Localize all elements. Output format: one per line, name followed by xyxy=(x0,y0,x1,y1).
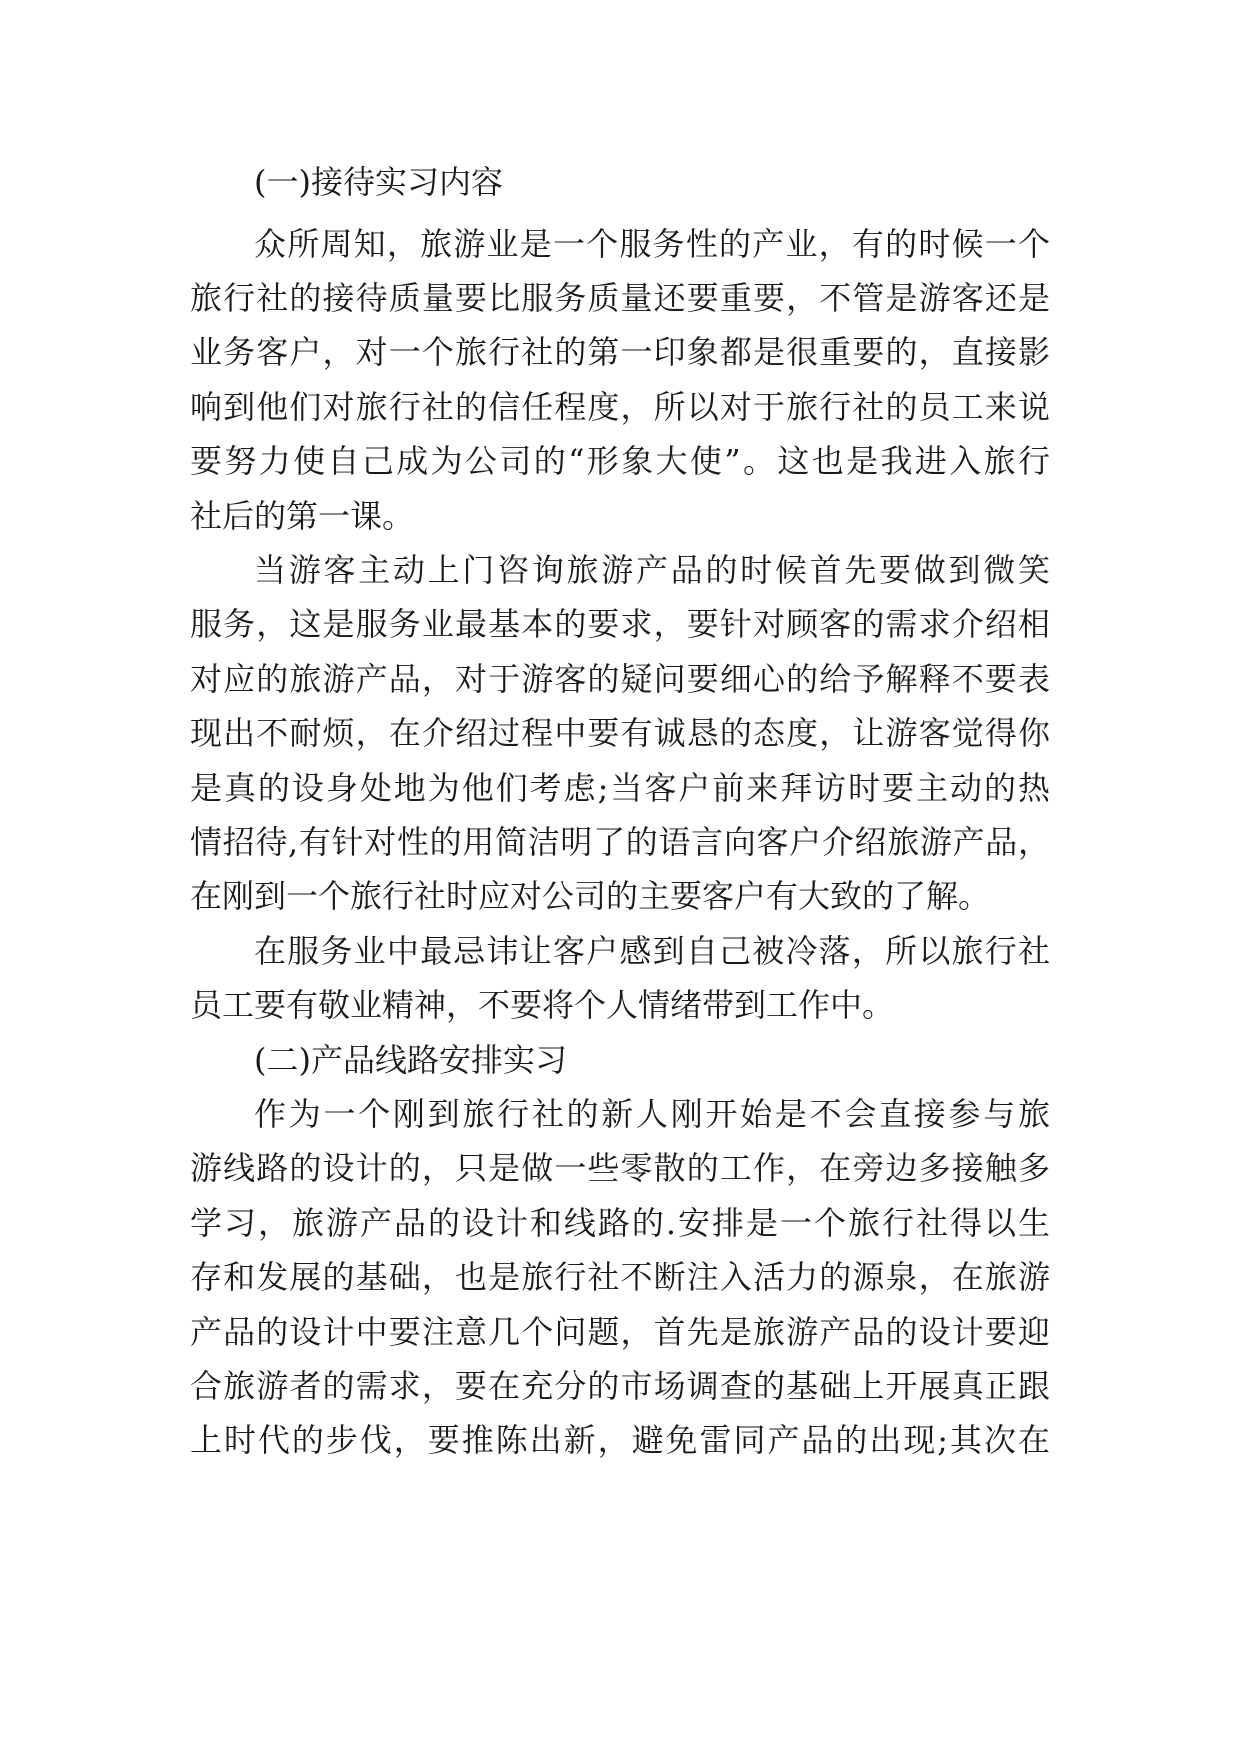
paragraph-line: 服务，这是服务业最基本的要求，要针对顾客的需求介绍相 xyxy=(190,605,1050,643)
paragraph-line: 旅行社的接待质量要比服务质量还要重要，不管是游客还是 xyxy=(190,279,1050,317)
paragraph-line: 业务客户，对一个旅行社的第一印象都是很重要的，直接影 xyxy=(190,333,1050,371)
paragraph-line: 合旅游者的需求，要在充分的市场调查的基础上开展真正跟 xyxy=(190,1367,1050,1405)
paragraph-line: 游线路的设计的，只是做一些零散的工作，在旁边多接触多 xyxy=(190,1149,1050,1187)
paragraph-line: 情招待,有针对性的用简洁明了的语言向客户介绍旅游产品， xyxy=(190,823,1050,861)
paragraph-line: 当游客主动上门咨询旅游产品的时候首先要做到微笑 xyxy=(254,551,1050,589)
paragraph-line: 上时代的步伐，要推陈出新，避免雷同产品的出现;其次在 xyxy=(190,1421,1050,1459)
paragraph-line: 在服务业中最忌讳让客户感到自己被冷落，所以旅行社 xyxy=(254,932,1050,970)
paragraph-line: 要努力使自己成为公司的“形象大使”。这也是我进入旅行 xyxy=(190,442,1050,480)
paragraph-line: 现出不耐烦，在介绍过程中要有诚恳的态度，让游客觉得你 xyxy=(190,714,1050,752)
paragraph-line: 社后的第一课。 xyxy=(190,497,415,535)
paragraph-line: 响到他们对旅行社的信任程度，所以对于旅行社的员工来说 xyxy=(190,388,1050,426)
paragraph-line: 对应的旅游产品，对于游客的疑问要细心的给予解释不要表 xyxy=(190,660,1050,698)
paragraph-line: 产品的设计中要注意几个问题，首先是旅游产品的设计要迎 xyxy=(190,1313,1050,1351)
paragraph-line: 在刚到一个旅行社时应对公司的主要客户有大致的了解。 xyxy=(190,877,991,915)
paragraph-line: 存和发展的基础，也是旅行社不断注入活力的源泉，在旅游 xyxy=(190,1258,1050,1296)
paragraph-line: 员工要有敬业精神，不要将个人情绪带到工作中。 xyxy=(190,986,895,1024)
paragraph-line: 学习，旅游产品的设计和线路的.安排是一个旅行社得以生 xyxy=(190,1204,1050,1242)
paragraph-line: 是真的设身处地为他们考虑;当客户前来拜访时要主动的热 xyxy=(190,769,1050,807)
paragraph-line: 作为一个刚到旅行社的新人刚开始是不会直接参与旅 xyxy=(254,1095,1050,1133)
section-heading-1: (一)接待实习内容 xyxy=(254,163,503,201)
paragraph-line: 众所周知，旅游业是一个服务性的产业，有的时候一个 xyxy=(254,225,1050,263)
section-heading-2: (二)产品线路安排实习 xyxy=(254,1041,567,1079)
